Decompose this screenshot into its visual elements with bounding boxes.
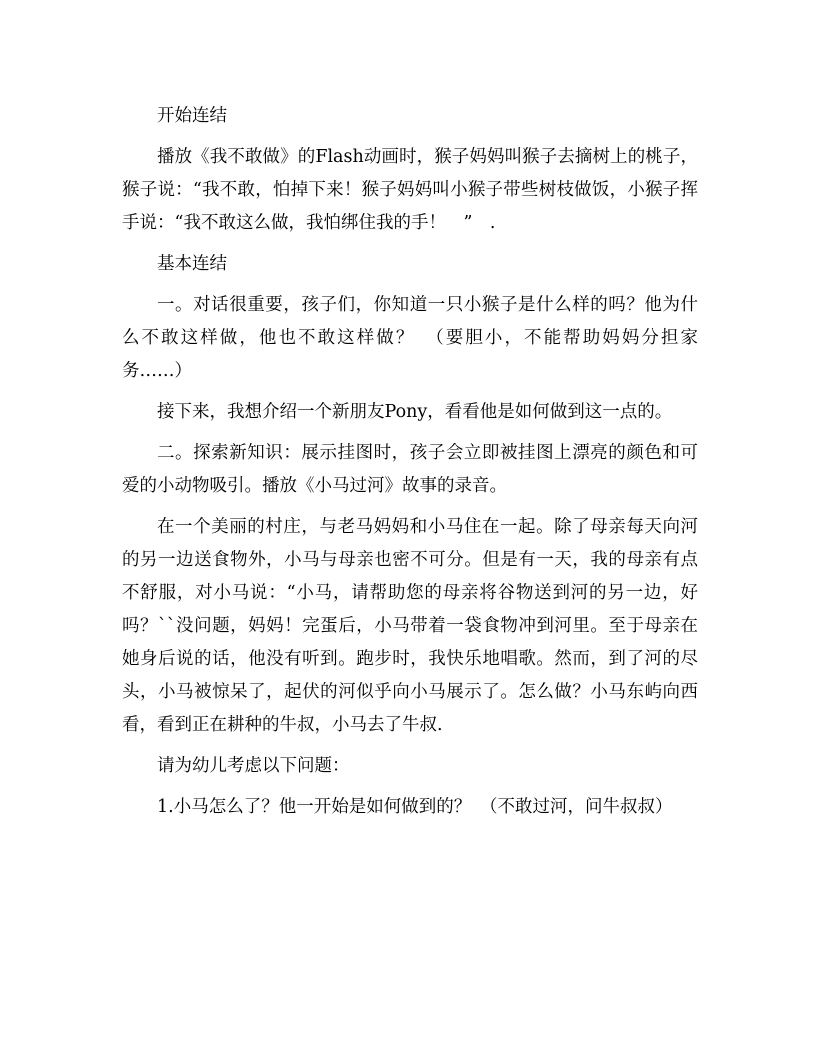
paragraph-question-1: 1.小马怎么了？他一开始是如何做到的？ （不敢过河，问牛叔叔） [157,797,673,817]
paragraph-dialogue: 一。对话很重要，孩子们，你知道一只小猴子是什么样的吗？他为什么不敢这样做，他也不敢这样做？ （要胆小，不能帮助妈妈分担家务……） [122,295,698,381]
document-page [122,100,698,824]
paragraph-explore-knowledge: 二。探索新知识：展示挂图时，孩子会立即被挂图上漂亮的颜色和可爱的小动物吸引。播放《小马过河》故事的录音。 [122,443,698,496]
paragraph-introduce-pony: 接下来，我想介绍一个新朋友Pony，看看他是如何做到这一点的。 [157,402,673,422]
section-heading-start: 开始连结 [157,106,227,126]
paragraph-questions-intro: 请为幼儿考虑以下问题： [157,756,350,776]
paragraph-story: 在一个美丽的村庄，与老马妈妈和小马住在一起。除了母亲每天向河的另一边送食物外，小马与母亲也密不可分。但是有一天，我的母亲有点不舒服，对小马说：“小马，请帮助您的母亲将谷物送到河的另一边，好吗？``没问题，妈妈！完蛋后，小马带着一袋食物冲到河里。至于母亲在她身后说的话，他没有听到。跑步时，我快乐地唱歌。然而，到了河的尽头，小马被惊呆了，起伏的河似乎向小马展示了。怎么做？小马东屿向西看，看到正在耕种的牛叔，小马去了牛叔. [122,517,698,735]
section-heading-basic: 基本连结 [157,254,227,274]
paragraph-flash-animation: 播放《我不敢做》的Flash动画时，猴子妈妈叫猴子去摘树上的桃子，猴子说：“我不敢，怕掉下来！猴子妈妈叫小猴子带些树枝做饭，小猴子挥手说：“我不敢这么做，我怕绑住我的手！ ” . [122,147,698,233]
